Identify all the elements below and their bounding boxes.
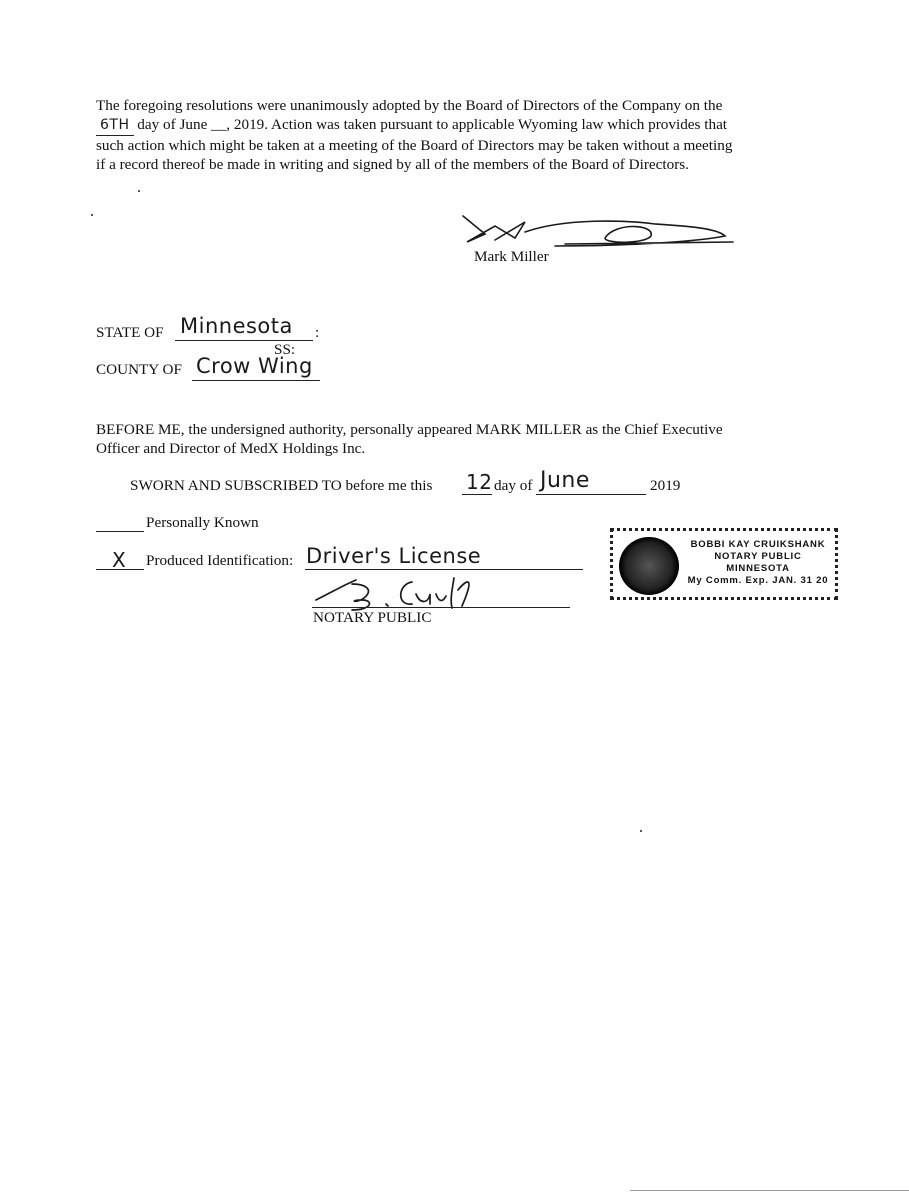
stray-mark: [91, 214, 93, 216]
notary-seal-name: BOBBI KAY CRUIKSHANK: [690, 539, 826, 550]
handwritten-day: 6TH: [96, 116, 134, 136]
sworn-month-underline: [536, 494, 646, 495]
ss-label: SS:: [274, 341, 296, 358]
notary-seal-expiry: My Comm. Exp. JAN. 31 20: [687, 575, 829, 586]
notary-seal-text: [679, 539, 837, 587]
county-label: COUNTY OF: [96, 361, 182, 378]
resolution-line-4: if a record thereof be made in writing and signed by all of the members of the Board of Directors.: [96, 156, 689, 173]
produced-id-mark: X: [112, 548, 127, 572]
sworn-prefix: SWORN AND SUBSCRIBED TO before me this: [130, 477, 433, 494]
notary-seal: [610, 528, 838, 600]
resolution-line-3: such action which might be taken at a meeting of the Board of Directors may be taken without a meeting: [96, 137, 733, 154]
produced-id-label: Produced Identification:: [146, 552, 294, 569]
sworn-day-of: day of: [494, 477, 533, 494]
sworn-day: 12: [466, 470, 493, 494]
county-underline: [192, 380, 320, 381]
resolution-line-2-text: day of June __, 2019. Action was taken pursuant to applicable Wyoming law which provides that: [133, 116, 728, 133]
state-seal-emblem: [619, 537, 679, 595]
state-colon: :: [315, 324, 320, 341]
state-label: STATE OF: [96, 324, 164, 341]
state-value: Minnesota: [180, 314, 293, 338]
bottom-edge-mark: [630, 1190, 909, 1191]
sworn-month: June: [540, 468, 590, 493]
notary-public-label: NOTARY PUBLIC: [313, 609, 432, 626]
resolution-paragraph: [96, 96, 808, 174]
personally-known-blank: [96, 531, 144, 532]
resolution-line-1: The foregoing resolutions were unanimously adopted by the Board of Directors of the Company on the: [96, 97, 723, 114]
notary-seal-state: MINNESOTA: [726, 563, 790, 574]
appearance-paragraph: [96, 420, 808, 458]
stray-mark: [640, 830, 642, 832]
notary-seal-title: NOTARY PUBLIC: [714, 551, 802, 562]
signer-name: Mark Miller: [474, 248, 549, 265]
appearance-line-1: BEFORE ME, the undersigned authority, personally appeared MARK MILLER as the Chief Executive: [96, 421, 723, 438]
appearance-line-2: Officer and Director of MedX Holdings Inc.: [96, 440, 366, 457]
produced-id-blank: [96, 569, 144, 570]
personally-known-label: Personally Known: [146, 514, 259, 531]
notary-signature-line: [312, 607, 570, 608]
county-value: Crow Wing: [196, 354, 313, 378]
produced-id-value: Driver's License: [306, 544, 482, 568]
sworn-day-underline: [462, 494, 492, 495]
resolution-line-2: [96, 115, 808, 136]
sworn-year: 2019: [650, 477, 681, 494]
stray-mark: [138, 190, 140, 192]
